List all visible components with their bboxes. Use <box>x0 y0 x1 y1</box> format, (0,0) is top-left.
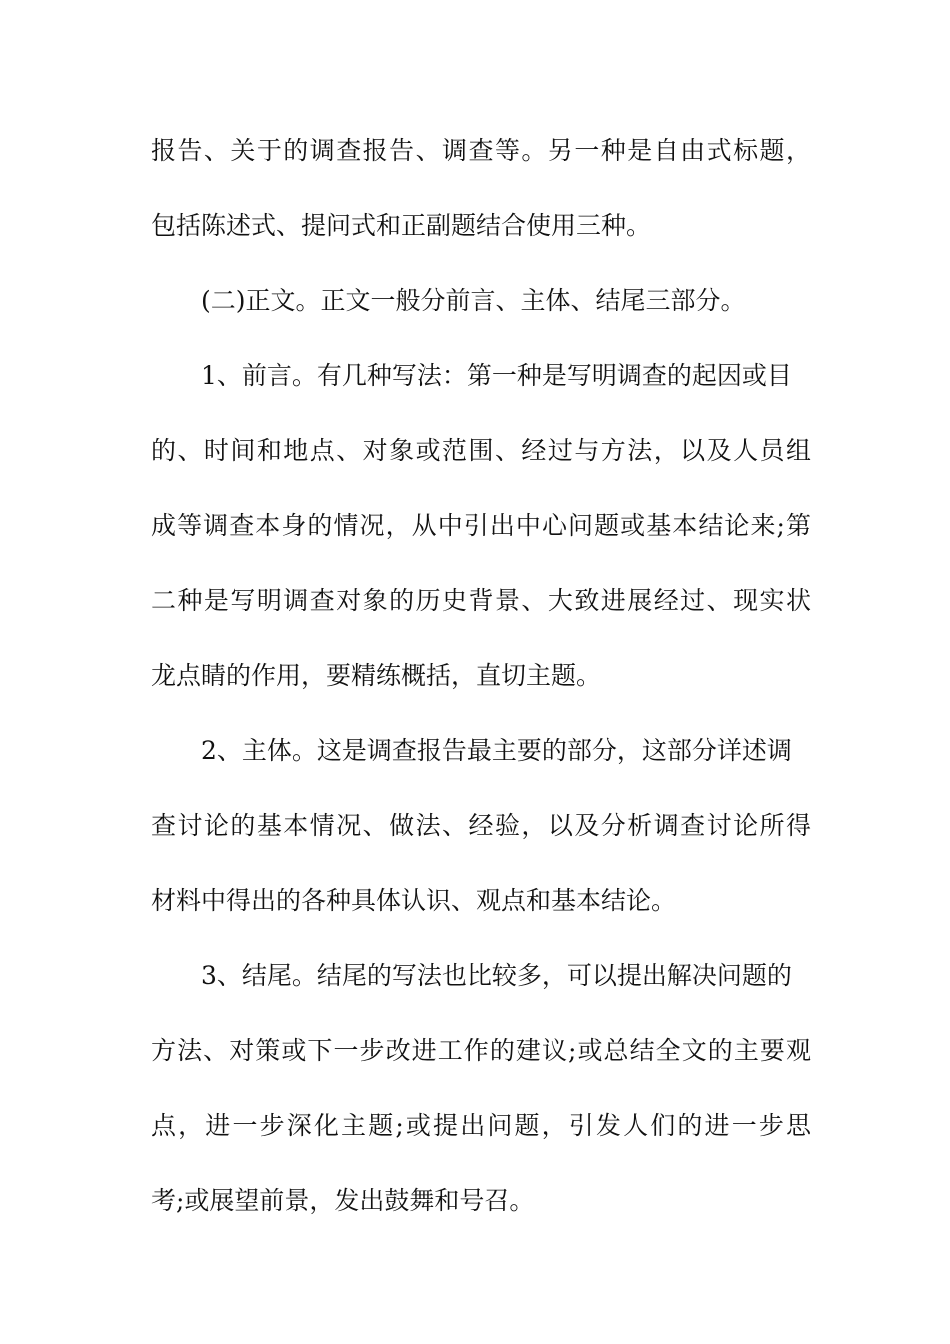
text-line: 报告、关于的调查报告、调查等。另一种是自由式标题， <box>151 136 811 165</box>
text-line: 3、结尾。结尾的写法也比较多，可以提出解决问题的 <box>201 961 792 990</box>
text-line: 查讨论的基本情况、做法、经验，以及分析调查讨论所得 <box>151 811 811 840</box>
text-line: 龙点睛的作用，要精练概括，直切主题。 <box>151 661 602 690</box>
text-line: 的、时间和地点、对象或范围、经过与方法，以及人员组 <box>151 436 811 465</box>
text-line: 2、主体。这是调查报告最主要的部分，这部分详述调 <box>201 736 792 765</box>
text-line: 二种是写明调查对象的历史背景、大致进展经过、现实状 <box>151 586 811 615</box>
text-line: 方法、对策或下一步改进工作的建议;或总结全文的主要观 <box>151 1036 811 1065</box>
paragraph-heading: (二)正文。正文一般分前言、主体、结尾三部分。 <box>201 286 746 315</box>
text-line: 点，进一步深化主题;或提出问题，引发人们的进一步思 <box>151 1111 811 1140</box>
text-line: 包括陈述式、提问式和正副题结合使用三种。 <box>151 211 652 240</box>
text-line: 材料中得出的各种具体认识、观点和基本结论。 <box>151 886 677 915</box>
text-line: 成等调查本身的情况，从中引出中心问题或基本结论来;第 <box>151 511 811 540</box>
text-line: 1、前言。有几种写法：第一种是写明调查的起因或目 <box>201 361 792 390</box>
text-line: 考;或展望前景，发出鼓舞和号召。 <box>151 1186 535 1215</box>
